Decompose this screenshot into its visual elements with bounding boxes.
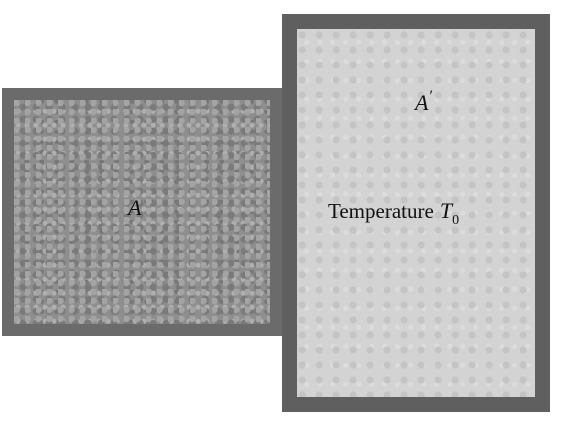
temperature-label xyxy=(328,198,459,229)
temperature-word: Temperature xyxy=(328,199,434,223)
temperature-symbol xyxy=(439,198,460,228)
system-a-label xyxy=(128,195,141,221)
temperature-subscript: 0 xyxy=(452,213,460,228)
system-a-prime-label-text: A xyxy=(415,90,429,115)
system-a-label-text: A xyxy=(128,195,142,220)
temperature-symbol-letter: T xyxy=(439,198,453,223)
system-a-box xyxy=(2,88,282,336)
system-a-prime-label xyxy=(415,88,433,116)
prime-mark: ′ xyxy=(429,88,433,105)
